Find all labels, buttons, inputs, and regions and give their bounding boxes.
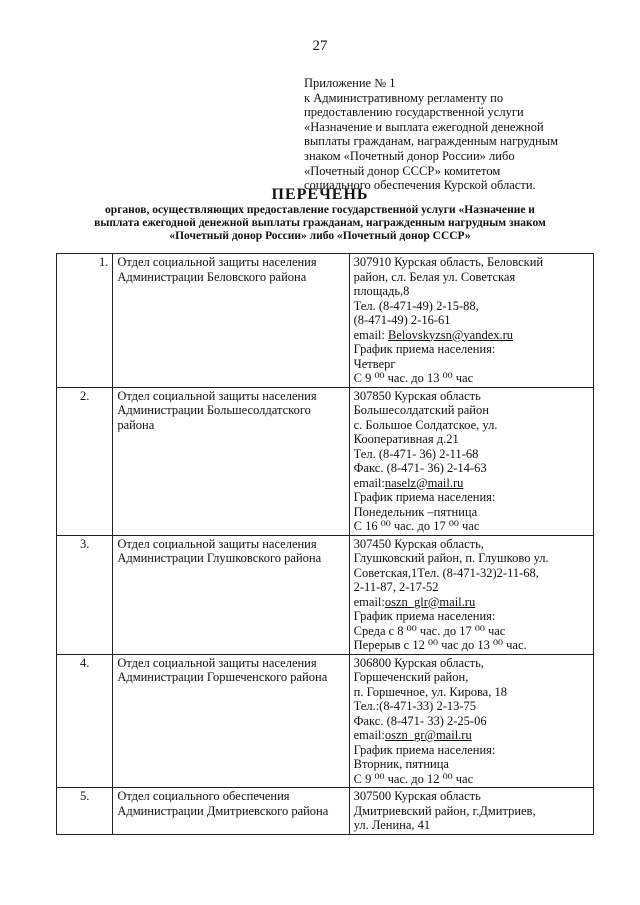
contact-cell (349, 387, 593, 535)
organization-line: Отдел социальной защиты населения (117, 536, 317, 551)
table-row (57, 654, 594, 788)
contact-line: площадь,8 (353, 284, 410, 298)
schedule-line: Понедельник –пятница (353, 504, 478, 519)
organization-cell (113, 387, 349, 535)
table-row (57, 788, 594, 835)
organization-line: Отдел социальной защиты населения (117, 388, 317, 403)
schedule-line: С 9 ⁰⁰ час. до 12 ⁰⁰ час (353, 771, 474, 786)
contact-line: Кооперативная д.21 (353, 432, 459, 446)
contact-line: Факс. (8-471- 36) 2-14-63 (353, 461, 487, 475)
page-number: 27 (312, 38, 328, 54)
schedule-line: Четверг (353, 356, 396, 371)
email-label: email: (353, 475, 385, 490)
appendix-line: выплаты гражданам, награжденным нагрудным (304, 134, 559, 149)
appendix-line: «Назначение и выплата ежегодной денежной (304, 119, 544, 134)
schedule-line: Вторник, пятница (353, 757, 449, 771)
subtitle-line: органов, осуществляющих предоставление государственной услуги «Назначение и (105, 204, 535, 216)
agencies-table (56, 253, 594, 835)
appendix-block (304, 76, 604, 193)
organization-line: Отдел социальной защиты населения (117, 255, 317, 269)
appendix-line: «Почетный донор СССР» комитетом (304, 163, 501, 178)
email-line (354, 328, 589, 343)
email-line (354, 476, 589, 491)
schedule-line: С 9 ⁰⁰ час. до 13 ⁰⁰ час (353, 371, 474, 385)
organization-cell (113, 788, 349, 835)
contact-line: Горшеченский район, (353, 670, 469, 684)
contact-line: (8-471-49) 2-16-61 (353, 313, 451, 327)
schedule-line: График приема населения: (353, 609, 496, 623)
schedule-line: График приема населения: (353, 742, 496, 757)
contact-line: район, сл. Белая ул. Советская (353, 269, 516, 284)
email-label: email: (353, 327, 388, 342)
contact-line: Глушковский район, п. Глушково ул. (353, 551, 549, 565)
organization-cell (113, 254, 349, 388)
subtitle-line: «Почетный донор России» либо «Почетный донор СССР» (169, 230, 471, 242)
organization-line: Отдел социальной защиты населения (117, 655, 317, 670)
email-link[interactable]: Belovskyzsn@yandex.ru (388, 327, 514, 342)
row-number: 5. (57, 788, 113, 835)
row-number: 3. (57, 535, 113, 654)
email-label: email: (353, 728, 385, 742)
organization-line: Отдел социального обеспечения (117, 789, 290, 803)
appendix-line: Приложение № 1 (304, 76, 396, 90)
contact-line: с. Большое Солдатское, ул. (353, 417, 498, 432)
contact-line: Тел. (8-471-49) 2-15-88, (353, 298, 479, 313)
row-number: 1. (57, 254, 113, 388)
contact-line: Дмитриевский район, г.Дмитриев, (353, 803, 536, 818)
organization-line: Администрации Беловского района (117, 269, 307, 284)
email-link[interactable]: naselz@mail.ru (384, 475, 464, 490)
contact-line: 307450 Курская область, (353, 536, 484, 551)
schedule-line: Перерыв с 12 ⁰⁰ час до 13 ⁰⁰ час. (353, 638, 527, 652)
contact-cell (349, 535, 593, 654)
organization-cell (113, 535, 349, 654)
appendix-line: социального обеспечения Курской области. (304, 178, 536, 193)
organization-line: Администрации Дмитриевского района (117, 803, 329, 818)
email-line (354, 728, 589, 743)
contact-line: Тел. (8-471- 36) 2-11-68 (353, 446, 479, 461)
schedule-line: Среда с 8 ⁰⁰ час. до 17 ⁰⁰ час (353, 623, 506, 638)
contact-line: 307910 Курская область, Беловский (353, 255, 544, 269)
schedule-line: График приема населения: (353, 342, 496, 356)
contact-cell (349, 654, 593, 788)
table-row (57, 254, 594, 388)
contact-cell (349, 788, 593, 835)
organization-line: Администрации Горшеченского района (117, 670, 328, 684)
appendix-line: предоставлению государственной услуги (304, 105, 524, 120)
contact-line: 307500 Курская область (353, 789, 481, 803)
subtitle-line: выплата ежегодной денежной выплаты гражданам, награжденным нагрудным знаком (94, 217, 546, 229)
contact-line: Факс. (8-471- 33) 2-25-06 (353, 713, 487, 728)
email-line (354, 595, 589, 610)
contact-line: 2-11-87, 2-17-52 (353, 580, 439, 594)
agencies-table-body (57, 254, 594, 835)
organization-line: Администрации Глушковского района (117, 551, 322, 565)
contact-cell (349, 254, 593, 388)
table-row (57, 387, 594, 535)
appendix-line: к Административному регламенту по (304, 90, 504, 105)
table-row (57, 535, 594, 654)
contact-line: 307850 Курская область (353, 388, 481, 403)
contact-line: п. Горшечное, ул. Кирова, 18 (353, 684, 507, 699)
organization-cell (113, 654, 349, 788)
email-link[interactable]: oszn_glr@mail.ru (384, 594, 476, 609)
schedule-line: График приема населения: (353, 490, 496, 504)
contact-line: 306800 Курская область, (353, 655, 484, 670)
row-number: 2. (57, 387, 113, 535)
contact-line: Тел.:(8-471-33) 2-13-75 (353, 699, 477, 713)
row-number: 4. (57, 654, 113, 788)
email-label: email: (353, 594, 385, 609)
organization-line: Администрации Большесолдатского (117, 403, 311, 417)
email-link[interactable]: oszn_gr@mail.ru (384, 728, 472, 742)
document-title: ПЕРЕЧЕНЬ (271, 186, 369, 203)
schedule-line: С 16 ⁰⁰ час. до 17 ⁰⁰ час (353, 519, 480, 533)
contact-line: Большесолдатский район (353, 403, 489, 417)
appendix-line: знаком «Почетный донор России» либо (304, 148, 515, 163)
organization-line: района (117, 417, 155, 432)
contact-line: Советская,1Тел. (8-471-32)2-11-68, (353, 565, 539, 580)
contact-line: ул. Ленина, 41 (353, 818, 431, 832)
document-subtitle (80, 204, 560, 243)
